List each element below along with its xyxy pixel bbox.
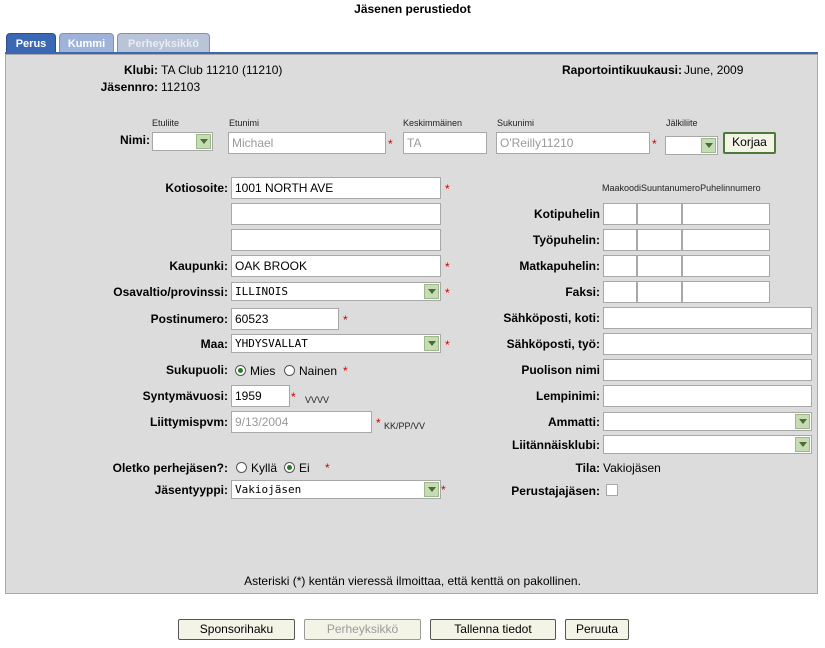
osavaltio-value: ILLINOIS bbox=[235, 285, 288, 298]
raport-label: Raportointikuukausi: bbox=[561, 63, 682, 77]
liitannaisklubi-select[interactable] bbox=[603, 435, 812, 454]
phone-columns-header: MaakoodiSuuntanumeroPuhelinnumero bbox=[602, 183, 761, 193]
jalkiliite-select[interactable] bbox=[665, 136, 718, 155]
address-line2-input[interactable] bbox=[231, 203, 441, 225]
postinumero-label: Postinumero: bbox=[150, 312, 228, 326]
maa-value: YHDYSVALLAT bbox=[235, 337, 308, 350]
kkppvv-hint: KK/PP/VV bbox=[384, 421, 426, 431]
required-marker: * bbox=[291, 390, 296, 404]
etunimi-caption: Etunimi bbox=[229, 118, 260, 128]
page-title: Jäsenen perustiedot bbox=[354, 2, 471, 16]
syntymavuosi-label: Syntymävuosi: bbox=[142, 389, 228, 403]
sponsorihaku-button[interactable]: Sponsorihaku bbox=[178, 619, 295, 640]
required-note: Asteriski (*) kentän vieressä ilmoittaa, että kenttä on pakollinen. bbox=[244, 574, 581, 588]
klubi-label: Klubi: bbox=[124, 63, 158, 77]
ei-radio[interactable] bbox=[284, 462, 295, 473]
required-marker: * bbox=[652, 137, 657, 151]
jasennro-value: 112103 bbox=[161, 80, 201, 94]
chevron-down-icon bbox=[701, 138, 716, 153]
etuliite-select[interactable] bbox=[152, 132, 213, 151]
kylla-label: Kyllä bbox=[251, 461, 278, 475]
required-marker: * bbox=[343, 313, 348, 327]
kotipuhelin-suuntanumero[interactable] bbox=[637, 203, 682, 225]
peruuta-button[interactable]: Peruuta bbox=[565, 619, 629, 640]
tyopuhelin-maakoodi[interactable] bbox=[603, 229, 637, 251]
tyopuhelin-label: Työpuhelin: bbox=[532, 233, 600, 247]
perustaja-checkbox[interactable] bbox=[606, 484, 618, 496]
sukupuoli-label: Sukupuoli: bbox=[166, 363, 228, 377]
required-marker: * bbox=[445, 338, 450, 352]
required-marker: * bbox=[445, 286, 450, 300]
nainen-radio[interactable] bbox=[284, 365, 295, 376]
faksi-maakoodi[interactable] bbox=[603, 281, 637, 303]
address-line3-input[interactable] bbox=[231, 229, 441, 251]
nainen-label: Nainen bbox=[299, 364, 338, 378]
liitannaisklubi-label: Liitännäisklubi: bbox=[511, 438, 600, 452]
perheyksikko-button[interactable]: Perheyksikkö bbox=[304, 619, 421, 640]
osavaltio-select[interactable] bbox=[231, 282, 441, 301]
tyopuhelin-suuntanumero[interactable] bbox=[637, 229, 682, 251]
matkapuhelin-suuntanumero[interactable] bbox=[637, 255, 682, 277]
chevron-down-icon bbox=[424, 336, 439, 351]
korjaa-button[interactable]: Korjaa bbox=[723, 132, 776, 154]
klubi-value: TA Club 11210 (11210) bbox=[161, 63, 283, 77]
email-tyo-input[interactable] bbox=[603, 333, 812, 355]
perhejasen-label: Oletko perhejäsen?: bbox=[112, 461, 228, 475]
tab-perheyksikko[interactable]: Perheyksikkö bbox=[117, 33, 210, 53]
osavaltio-label: Osavaltio/provinssi: bbox=[113, 285, 228, 299]
tab-kummi[interactable]: Kummi bbox=[59, 33, 114, 53]
kotipuhelin-label: Kotipuhelin bbox=[534, 207, 600, 221]
chevron-down-icon bbox=[424, 284, 439, 299]
required-marker: * bbox=[441, 483, 446, 497]
postinumero-input[interactable]: 60523 bbox=[231, 308, 339, 330]
sukunimi-caption: Sukunimi bbox=[497, 118, 535, 128]
puoliso-label: Puolison nimi bbox=[521, 363, 600, 377]
email-tyo-label: Sähköposti, työ: bbox=[506, 337, 600, 351]
ammatti-select[interactable] bbox=[603, 412, 812, 431]
sukunimi-input[interactable]: O'Reilly11210 bbox=[496, 132, 650, 154]
jasennro-label: Jäsennro: bbox=[100, 80, 158, 94]
faksi-suuntanumero[interactable] bbox=[637, 281, 682, 303]
mies-radio[interactable] bbox=[235, 365, 246, 376]
chevron-down-icon bbox=[196, 134, 211, 149]
required-marker: * bbox=[388, 137, 393, 151]
keskimmainen-caption: Keskimmäinen bbox=[403, 118, 463, 128]
email-koti-input[interactable] bbox=[603, 307, 812, 329]
required-marker: * bbox=[445, 182, 450, 196]
ammatti-label: Ammatti: bbox=[547, 415, 600, 429]
matkapuhelin-label: Matkapuhelin: bbox=[519, 259, 600, 273]
lempinimi-label: Lempinimi: bbox=[535, 389, 600, 403]
tallenna-button[interactable]: Tallenna tiedot bbox=[430, 619, 556, 640]
etunimi-input[interactable]: Michael bbox=[228, 132, 386, 154]
tila-value: Vakiojäsen bbox=[603, 461, 661, 475]
jasentyyppi-label: Jäsentyyppi: bbox=[154, 483, 228, 497]
matkapuhelin-numero[interactable] bbox=[682, 255, 770, 277]
perustaja-label: Perustajajäsen: bbox=[511, 484, 600, 498]
address-line1-input[interactable]: 1001 NORTH AVE bbox=[231, 177, 441, 199]
tila-label: Tila: bbox=[575, 461, 600, 475]
raport-value: June, 2009 bbox=[684, 63, 744, 77]
matkapuhelin-maakoodi[interactable] bbox=[603, 255, 637, 277]
liittymispvm-input[interactable]: 9/13/2004 bbox=[231, 411, 372, 433]
liittymispvm-label: Liittymispvm: bbox=[149, 415, 228, 429]
lempinimi-input[interactable] bbox=[603, 385, 812, 407]
maa-select[interactable] bbox=[231, 334, 441, 353]
chevron-down-icon bbox=[424, 482, 439, 497]
chevron-down-icon bbox=[795, 437, 810, 452]
keskimmainen-input[interactable]: TA bbox=[403, 132, 487, 154]
chevron-down-icon bbox=[795, 414, 810, 429]
maa-label: Maa: bbox=[200, 337, 228, 351]
etuliite-caption: Etuliite bbox=[152, 118, 180, 128]
kotiosoite-label: Kotiosoite: bbox=[165, 181, 228, 195]
puoliso-input[interactable] bbox=[603, 359, 812, 381]
jasentyyppi-value: Vakiojäsen bbox=[235, 483, 302, 496]
required-marker: * bbox=[325, 461, 330, 475]
kaupunki-input[interactable]: OAK BROOK bbox=[231, 255, 441, 277]
jalkiliite-caption: Jälkiliite bbox=[666, 118, 698, 128]
required-marker: * bbox=[376, 416, 381, 430]
faksi-label: Faksi: bbox=[565, 285, 600, 299]
kotipuhelin-maakoodi[interactable] bbox=[603, 203, 637, 225]
email-koti-label: Sähköposti, koti: bbox=[503, 311, 600, 325]
jasentyyppi-select[interactable] bbox=[231, 480, 441, 499]
vvvv-hint: VVVV bbox=[305, 395, 330, 405]
kotipuhelin-numero[interactable] bbox=[682, 203, 770, 225]
tab-perus[interactable]: Perus bbox=[6, 33, 56, 53]
ei-label: Ei bbox=[299, 461, 310, 475]
faksi-numero[interactable] bbox=[682, 281, 770, 303]
syntymavuosi-input[interactable]: 1959 bbox=[231, 385, 290, 407]
required-marker: * bbox=[343, 364, 348, 378]
required-marker: * bbox=[445, 260, 450, 274]
nimi-label: Nimi: bbox=[120, 133, 150, 147]
tyopuhelin-numero[interactable] bbox=[682, 229, 770, 251]
mies-label: Mies bbox=[250, 364, 276, 378]
kaupunki-label: Kaupunki: bbox=[169, 259, 228, 273]
kylla-radio[interactable] bbox=[236, 462, 247, 473]
